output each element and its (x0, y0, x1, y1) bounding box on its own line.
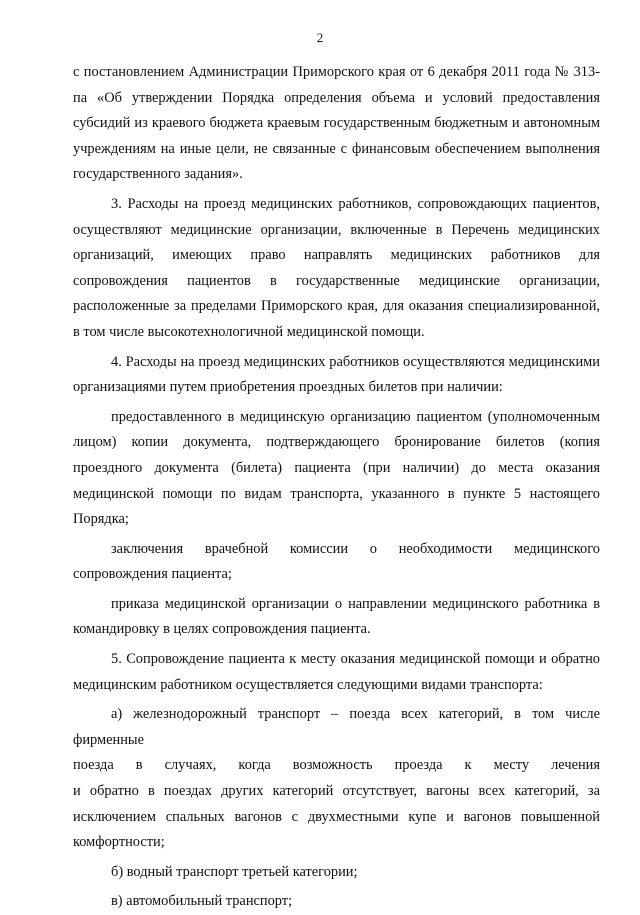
page-number: 2 (316, 30, 324, 45)
paragraph-item-5b: б) водный транспорт третьей категории; (111, 863, 358, 880)
paragraph-item-5a-line-1: а) железнодорожный транспорт – поезда всех категорий, в том числе фирменные (73, 706, 600, 748)
paragraph-item-5: 5. Сопровождение пациента к месту оказания медицинской помощи и обратно медицинским работником осуществляется следующими видами транспорта: (73, 651, 600, 693)
paragraph-continuation: с постановлением Администрации Приморского края от 6 декабря 2011 года № 313-па «Об утверждении Порядка определения объема и условий предоставления субсидий из краевого бюджета краевым государственным бюджетным и автономным учреждениям на иные цели, не связанные с финансовым обеспечением выполнения государственного задания». (73, 64, 600, 183)
paragraph-item-4-condition-3: приказа медицинской организации о направлении медицинского работника в командировку в целях сопровождения пациента. (73, 595, 600, 638)
paragraph-item-4-condition-2: заключения врачебной комиссии о необходимости медицинского сопровождения пациента; (73, 540, 600, 583)
paragraph-item-4-condition-1: предоставленного в медицинскую организацию пациентом (уполномоченным лицом) копии документа, подтверждающего бронирование билетов (копия проездного документа (билета) пациента (при наличии) до места оказания медицинской помощи по видам транспорта, указанного в пункте 5 настоящего Порядка; (73, 408, 600, 528)
paragraph-item-5a-rest: и обратно в поездах других категорий отсутствует, вагоны всех категорий, за исключением спальных вагонов с двухместными купе и вагонов повышенной комфортности; (73, 783, 600, 851)
paragraph-item-4: 4. Расходы на проезд медицинских работников осуществляются медицинскими организациями путем приобретения проездных билетов при наличии: (73, 353, 600, 396)
paragraph-item-3: 3. Расходы на проезд медицинских работников, сопровождающих пациентов, осуществляют медицинские организации, включенные в Перечень медицинских организаций, имеющих право направлять медицинских работников для сопровождения пациентов в государственные медицинские организации, расположенные за пределами Приморского края, для оказания специализированной, в том числе высокотехнологичной медицинской помощи. (73, 195, 600, 340)
paragraph-item-5a-line-2: поезда в случаях, когда возможность проезда к месту лечения (73, 757, 600, 774)
paragraph-item-5c: в) автомобильный транспорт; (111, 893, 293, 910)
document-body (73, 60, 600, 915)
